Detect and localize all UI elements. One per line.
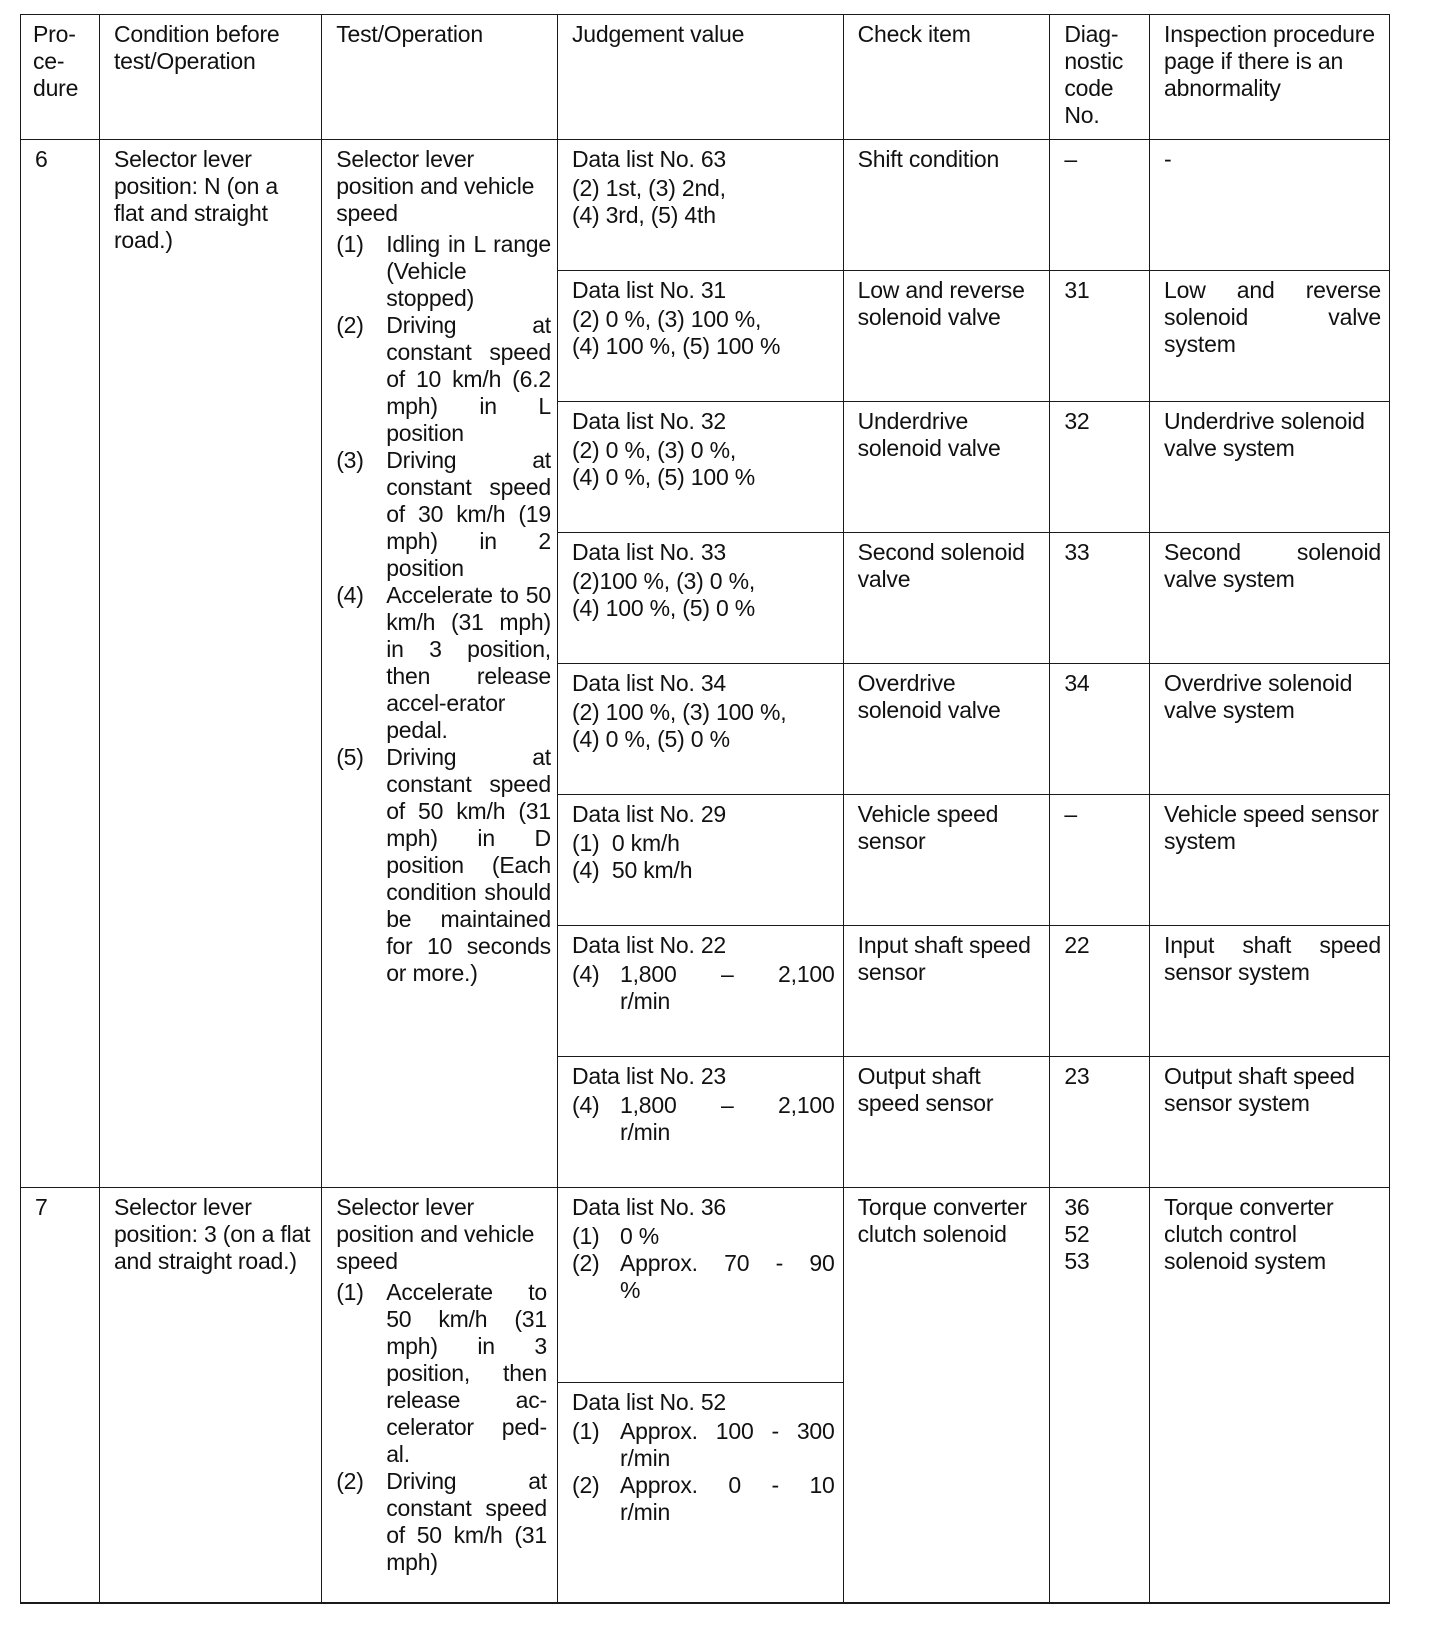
judgement-cell bbox=[557, 1383, 843, 1604]
diagnostic-code-cell: 23 bbox=[1050, 1057, 1150, 1188]
check-item-cell: Low and reverse solenoid valve bbox=[843, 271, 1050, 402]
test-intro: Selector lever position and vehicle speed bbox=[336, 146, 535, 226]
step-text: Driving at constant speed of 50 km/h (31 mph) bbox=[386, 1468, 547, 1575]
list-item bbox=[336, 744, 553, 987]
inspection-cell: - bbox=[1150, 140, 1390, 271]
judgement-item bbox=[572, 1250, 835, 1304]
judgement-item-number: (4) bbox=[571, 1092, 600, 1118]
step-list bbox=[336, 231, 553, 987]
judgement-cell bbox=[557, 402, 843, 533]
header-row bbox=[21, 15, 1390, 140]
diagnostic-code-cell: 31 bbox=[1050, 271, 1150, 402]
judgement-item-number: (4) bbox=[571, 961, 600, 987]
check-item-cell: Input shaft speed sensor bbox=[843, 926, 1050, 1057]
diagnostic-code-cell: – bbox=[1050, 140, 1150, 271]
diagnostic-code-cell: 22 bbox=[1050, 926, 1150, 1057]
judgement-item-text: 0 % bbox=[619, 1223, 660, 1249]
diagnostic-code: 53 bbox=[1064, 1248, 1090, 1274]
judgement-item bbox=[572, 961, 835, 1015]
diagnostic-code-cell bbox=[1050, 1188, 1150, 1604]
step-text: Idling in L range (Vehicle stopped) bbox=[386, 231, 551, 311]
list-item bbox=[336, 1279, 549, 1468]
judgement-item bbox=[572, 1472, 835, 1526]
data-list-label: Data list No. 29 bbox=[571, 801, 727, 827]
header-condition: Condition before test/Operation bbox=[99, 15, 321, 140]
test-operation-cell bbox=[322, 1188, 558, 1604]
judgement-item-number: (2) bbox=[571, 1250, 600, 1276]
judgement-cell bbox=[557, 664, 843, 795]
data-list-label: Data list No. 32 bbox=[571, 408, 727, 434]
inspection-cell: Underdrive solenoid valve system bbox=[1150, 402, 1390, 533]
judgement-item-text: Approx. 70 - 90 % bbox=[619, 1250, 835, 1303]
step-number: (1) bbox=[336, 231, 364, 257]
condition-cell: Selector lever position: N (on a flat and straight road.) bbox=[99, 140, 321, 1188]
procedure-number: 6 bbox=[21, 140, 100, 1188]
step-number: (2) bbox=[336, 1468, 364, 1494]
judgement-item-number: (1) bbox=[571, 1223, 600, 1249]
step-text: Driving at constant speed of 10 km/h (6.2 mph) in L position bbox=[386, 312, 551, 446]
check-item-cell: Second solenoid valve bbox=[843, 533, 1050, 664]
data-list-label: Data list No. 52 bbox=[571, 1389, 727, 1415]
diagnostic-code-cell: – bbox=[1050, 795, 1150, 926]
judgement-item-text: 1,800 – 2,100 r/min bbox=[619, 961, 835, 1014]
judgement-line: (2)100 %, (3) 0 %, bbox=[571, 568, 756, 594]
condition-cell: Selector lever position: 3 (on a flat and straight road.) bbox=[99, 1188, 321, 1604]
judgement-line: (4) 100 %, (5) 0 % bbox=[571, 595, 756, 621]
judgement-item-number: (2) bbox=[571, 1472, 600, 1498]
inspection-cell: Low and reverse solenoid valve system bbox=[1150, 271, 1390, 402]
judgement-line: (4) 3rd, (5) 4th bbox=[571, 202, 716, 228]
data-list-label: Data list No. 63 bbox=[571, 146, 727, 172]
check-item-cell: Overdrive solenoid valve bbox=[843, 664, 1050, 795]
step-number: (1) bbox=[336, 1279, 364, 1305]
table-row bbox=[21, 140, 1390, 271]
header-test: Test/Operation bbox=[322, 15, 558, 140]
step-list bbox=[336, 1279, 549, 1576]
step-number: (4) bbox=[336, 582, 364, 608]
judgement-line: (2) 0 %, (3) 0 %, bbox=[571, 437, 737, 463]
diagnostic-code-cell: 34 bbox=[1050, 664, 1150, 795]
step-text: Driving at constant speed of 30 km/h (19 mph) in 2 position bbox=[386, 447, 551, 581]
header-check: Check item bbox=[843, 15, 1050, 140]
diagnostic-code: 52 bbox=[1064, 1221, 1090, 1247]
check-item-cell: Shift condition bbox=[843, 140, 1050, 271]
judgement-item-text: Approx. 100 - 300 r/min bbox=[619, 1418, 835, 1471]
procedure-number: 7 bbox=[21, 1188, 100, 1604]
list-item bbox=[336, 447, 553, 582]
judgement-item-text: 1,800 – 2,100 r/min bbox=[619, 1092, 835, 1145]
judgement-line: (2) 1st, (3) 2nd, bbox=[571, 175, 726, 201]
judgement-item bbox=[572, 1092, 835, 1146]
inspection-cell: Vehicle speed sensor system bbox=[1150, 795, 1390, 926]
judgement-item-text: Approx. 0 - 10 r/min bbox=[619, 1472, 835, 1525]
inspection-cell: Input shaft speed sensor system bbox=[1150, 926, 1390, 1057]
judgement-item-number: (1) bbox=[571, 1418, 600, 1444]
header-procedure: Pro- ce- dure bbox=[21, 15, 100, 140]
judgement-line: (2) 100 %, (3) 100 %, bbox=[571, 699, 787, 725]
judgement-item bbox=[572, 1223, 835, 1250]
data-list-label: Data list No. 22 bbox=[571, 932, 727, 958]
inspection-cell: Torque converter clutch control solenoid system bbox=[1150, 1188, 1390, 1604]
data-list-label: Data list No. 23 bbox=[571, 1063, 727, 1089]
judgement-cell bbox=[557, 271, 843, 402]
diagnosis-table bbox=[20, 14, 1390, 1604]
step-text: Driving at constant speed of 50 km/h (31 mph) in D position (Each condition should be maintained for 10 seconds or more.) bbox=[386, 744, 551, 986]
data-list-label: Data list No. 33 bbox=[571, 539, 727, 565]
data-list-label: Data list No. 34 bbox=[571, 670, 727, 696]
test-intro: Selector lever position and vehicle speed bbox=[336, 1194, 535, 1274]
judgement-line: (4) 100 %, (5) 100 % bbox=[571, 333, 781, 359]
list-item bbox=[336, 1468, 549, 1576]
data-list-label: Data list No. 31 bbox=[571, 277, 727, 303]
check-item-cell: Output shaft speed sensor bbox=[843, 1057, 1050, 1188]
diagnostic-code: 36 bbox=[1064, 1194, 1090, 1220]
diagnostic-code-cell: 33 bbox=[1050, 533, 1150, 664]
judgement-cell bbox=[557, 926, 843, 1057]
inspection-cell: Overdrive solenoid valve system bbox=[1150, 664, 1390, 795]
step-number: (3) bbox=[336, 447, 364, 473]
list-item bbox=[336, 312, 553, 447]
list-item bbox=[336, 582, 553, 744]
check-item-cell: Underdrive solenoid valve bbox=[843, 402, 1050, 533]
inspection-cell: Output shaft speed sensor system bbox=[1150, 1057, 1390, 1188]
judgement-cell bbox=[557, 140, 843, 271]
check-item-cell: Vehicle speed sensor bbox=[843, 795, 1050, 926]
diagnosis-table-sheet bbox=[20, 14, 1390, 1604]
judgement-line: (4) 50 km/h bbox=[571, 857, 693, 883]
judgement-cell bbox=[557, 1188, 843, 1383]
header-inspection: Inspection procedure page if there is an abnormality bbox=[1150, 15, 1390, 140]
judgement-item bbox=[572, 1418, 835, 1472]
judgement-line: (2) 0 %, (3) 100 %, bbox=[571, 306, 762, 332]
header-code: Diag- nostic code No. bbox=[1050, 15, 1150, 140]
step-text: Accelerate to 50 km/h (31 mph) in 3 position, then release ac-celerator ped-al. bbox=[386, 1279, 547, 1467]
inspection-cell: Second solenoid valve system bbox=[1150, 533, 1390, 664]
table-row bbox=[21, 1188, 1390, 1383]
diagnostic-code-cell: 32 bbox=[1050, 402, 1150, 533]
judgement-cell bbox=[557, 1057, 843, 1188]
step-number: (2) bbox=[336, 312, 364, 338]
step-number: (5) bbox=[336, 744, 364, 770]
judgement-line: (4) 0 %, (5) 100 % bbox=[571, 464, 756, 490]
judgement-cell bbox=[557, 795, 843, 926]
test-operation-cell bbox=[322, 140, 558, 1188]
judgement-cell bbox=[557, 533, 843, 664]
judgement-line: (1) 0 km/h bbox=[571, 830, 680, 856]
judgement-line: (4) 0 %, (5) 0 % bbox=[571, 726, 730, 752]
list-item bbox=[336, 231, 553, 312]
check-item-cell: Torque converter clutch solenoid bbox=[843, 1188, 1050, 1604]
step-text: Accelerate to 50 km/h (31 mph) in 3 position, then release accel-erator pedal. bbox=[386, 582, 551, 743]
header-judgement: Judgement value bbox=[557, 15, 843, 140]
data-list-label: Data list No. 36 bbox=[571, 1194, 727, 1220]
